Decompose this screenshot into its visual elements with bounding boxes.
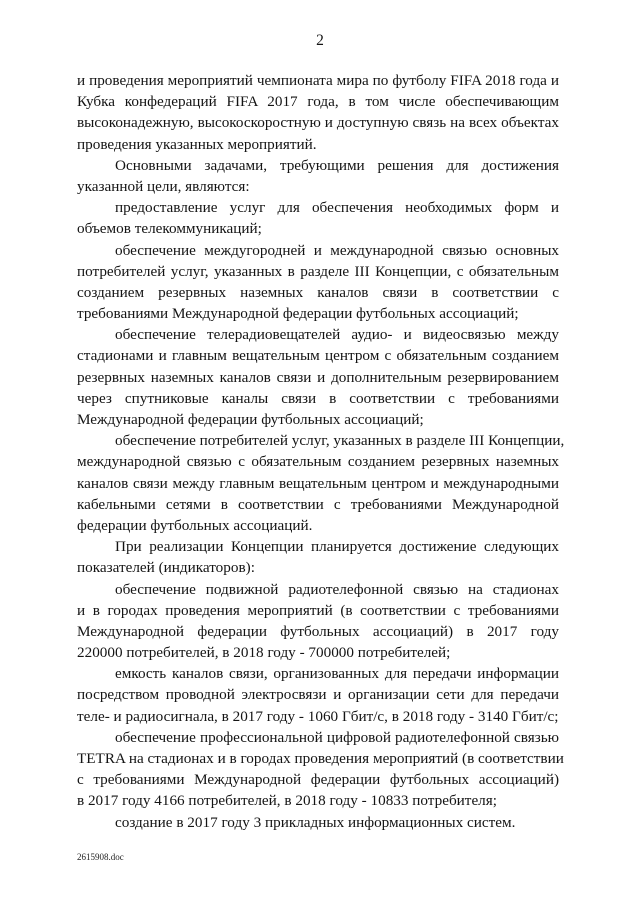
text-line: обеспечение потребителей услуг, указанных в разделе III Концепции,	[115, 432, 565, 450]
text-line: теле- и радиосигнала, в 2017 году - 1060 Гбит/с, в 2018 году - 3140 Гбит/с;	[77, 707, 559, 725]
text-line: показателей (индикаторов):	[77, 559, 255, 577]
text-line: кабельными сетями в соответствии с требованиями Международной	[77, 495, 559, 513]
paragraph	[77, 324, 559, 430]
paragraph	[77, 155, 559, 197]
text-line: создание в 2017 году 3 прикладных информационных систем.	[115, 813, 516, 831]
page-number: 2	[316, 32, 324, 49]
paragraph	[77, 727, 564, 812]
text-line: Международной федерации футбольных ассоциаций) в 2017 году	[77, 622, 559, 640]
paragraph	[77, 240, 559, 325]
text-line: указанной цели, являются:	[77, 177, 250, 195]
document-body	[77, 70, 565, 833]
text-line: потребителей услуг, указанных в разделе III Концепции, с обязательным	[77, 262, 559, 280]
text-line: 220000 потребителей, в 2018 году - 700000 потребителей;	[77, 644, 451, 662]
text-line: через спутниковые каналы связи в соответствии с требованиями	[77, 389, 559, 407]
paragraph	[77, 536, 559, 578]
text-line: федерации футбольных ассоциаций.	[77, 516, 313, 534]
text-line: и в городах проведения мероприятий (в соответствии с требованиями	[77, 601, 559, 619]
text-line: созданием резервных наземных каналов связи в соответствии с	[77, 283, 559, 301]
text-line: обеспечение междугородней и международной связью основных	[115, 241, 559, 259]
text-line: каналов связи между главным вещательным центром и международными	[77, 474, 559, 492]
paragraph	[77, 70, 559, 155]
text-line: и проведения мероприятий чемпионата мира по футболу FIFA 2018 года и	[77, 72, 559, 89]
text-line: Международной федерации футбольных ассоциаций;	[77, 411, 424, 428]
text-line: обеспечение профессиональной цифровой радиотелефонной связью	[115, 728, 559, 746]
text-line: требованиями Международной федерации футбольных ассоциаций;	[77, 305, 519, 323]
footer-filename: 2615908.doc	[77, 852, 124, 862]
text-line: международной связью с обязательным созданием резервных наземных	[77, 453, 559, 471]
text-line: TETRA на стадионах и в городах проведения мероприятий (в соответствии	[77, 750, 564, 767]
text-line: предоставление услуг для обеспечения необходимых форм и	[115, 199, 559, 217]
paragraph	[77, 812, 559, 833]
paragraph	[77, 663, 559, 727]
text-line: обеспечение подвижной радиотелефонной связью на стадионах	[115, 580, 559, 598]
text-line: посредством проводной электросвязи и организации сети для передачи	[77, 686, 559, 704]
text-line: объемов телекоммуникаций;	[77, 220, 262, 238]
text-line: Основными задачами, требующими решения для достижения	[115, 156, 559, 174]
text-line: обеспечение телерадиовещателей аудио- и видеосвязью между	[115, 326, 559, 344]
text-line: стадионами и главным вещательным центром с обязательным созданием	[77, 347, 559, 365]
text-line: резервных наземных каналов связи и дополнительным резервированием	[77, 368, 559, 386]
text-line: высоконадежную, высокоскоростную и доступную связь на всех объектах	[77, 114, 559, 132]
paragraph	[77, 579, 559, 664]
text-line: с требованиями Международной федерации футбольных ассоциаций)	[77, 771, 559, 789]
text-line: емкость каналов связи, организованных для передачи информации	[115, 665, 559, 683]
paragraph	[77, 430, 565, 536]
paragraph	[77, 197, 559, 239]
text-line: проведения указанных мероприятий.	[77, 135, 317, 153]
text-line: При реализации Концепции планируется достижение следующих	[115, 538, 559, 556]
text-line: в 2017 году 4166 потребителей, в 2018 году - 10833 потребителя;	[77, 792, 497, 810]
text-line: Кубка конфедераций FIFA 2017 года, в том числе обеспечивающим	[77, 93, 559, 111]
